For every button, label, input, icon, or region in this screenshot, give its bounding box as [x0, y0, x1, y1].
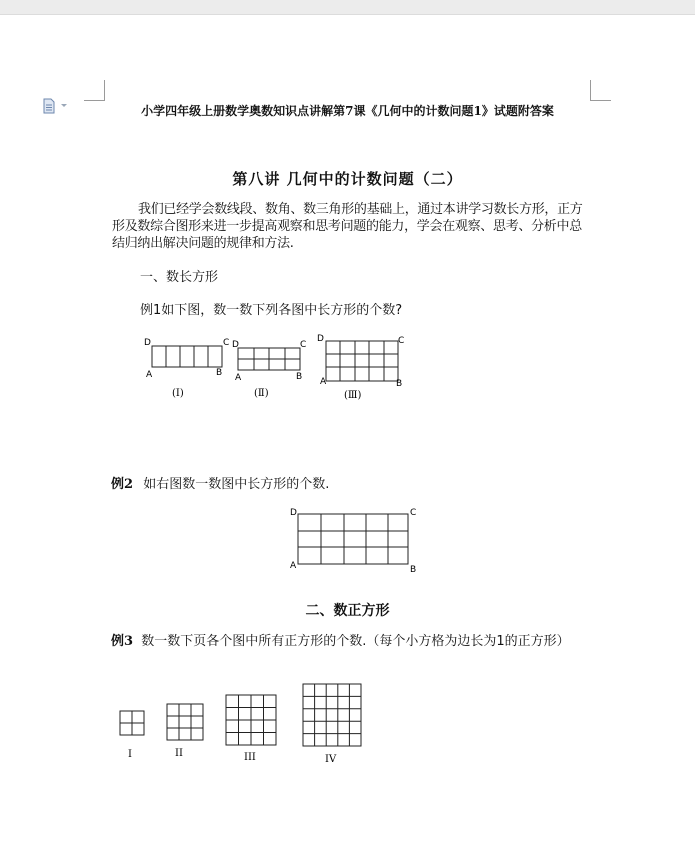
example3-line — [111, 633, 591, 650]
document-header: 小学四年级上册数学奥数知识点讲解第7课《几何中的计数问题1》试题附答案 — [141, 104, 554, 118]
page-corner-mark-right — [590, 80, 611, 101]
fig2-caption: (Ⅱ) — [254, 388, 269, 399]
fig3-label-c: C — [398, 336, 405, 346]
example3-label: 例3 — [111, 634, 134, 649]
fig3-caption: (Ⅲ) — [344, 390, 362, 401]
section-title-rectangles: 一、数长方形 — [140, 270, 219, 285]
ex2-label-a: A — [290, 561, 297, 571]
example3-text: 数一数下页各个图中所有正方形的个数.（每个小方格为边长为1的正方形） — [141, 634, 570, 649]
intro-paragraph: 我们已经学会数线段、数角、数三角形的基础上，通过本讲学习数长方形，正方形及数综合图形来进一步提高观察和思考问题的能力，学会在观察、思考、分析中总结归纳出解决问题的规律和方法. — [112, 202, 583, 251]
fig1-caption: (Ⅰ) — [172, 388, 184, 399]
fig1-label-a: A — [146, 370, 153, 380]
fig3-label-a: A — [320, 377, 327, 387]
figure-square-grid-2x2 — [120, 711, 144, 735]
figure-example2-rectangle-grid — [298, 514, 408, 564]
ex2-label-d: D — [290, 508, 297, 518]
example1-figures — [140, 330, 430, 406]
example2-line — [111, 473, 329, 492]
fig2-label-b: B — [296, 372, 303, 382]
figure-2-rectangle-grid — [238, 348, 300, 370]
ex2-label-b: B — [410, 565, 417, 575]
fig2-label-c: C — [300, 340, 307, 350]
section-title-squares: 二、数正方形 — [305, 603, 390, 619]
fig1-label-b: B — [216, 368, 223, 378]
fig2-label-a: A — [235, 373, 242, 383]
fig3-label-b: B — [396, 379, 403, 389]
ex3-fig2-caption: II — [175, 748, 183, 759]
fig1-label-c: C — [223, 338, 230, 348]
example2-figure — [288, 505, 420, 575]
ex3-fig4-caption: IV — [325, 754, 337, 765]
figure-square-grid-4x4 — [226, 695, 276, 745]
lecture-title: 第八讲 几何中的计数问题（二） — [232, 170, 463, 188]
fig2-label-d: D — [232, 340, 239, 350]
figure-3-rectangle-grid — [326, 341, 398, 381]
example2-text: 如右图数一数图中长方形的个数. — [143, 477, 330, 492]
fig3-label-d: D — [317, 334, 324, 344]
figure-1-rectangle-grid — [152, 346, 222, 367]
ex3-fig3-caption: III — [244, 752, 256, 763]
ex2-label-c: C — [410, 508, 417, 518]
figure-square-grid-3x3 — [167, 704, 203, 740]
example3-figures — [112, 680, 372, 770]
figure-square-grid-5x5 — [303, 684, 361, 746]
fig1-label-d: D — [144, 338, 151, 348]
ex3-fig1-caption: I — [128, 749, 132, 760]
example1-text: 例1如下图，数一数下列各图中长方形的个数? — [140, 303, 403, 318]
example2-label: 例2 — [111, 477, 134, 492]
window-top-bar — [0, 0, 695, 15]
page-corner-mark-left — [84, 80, 105, 101]
